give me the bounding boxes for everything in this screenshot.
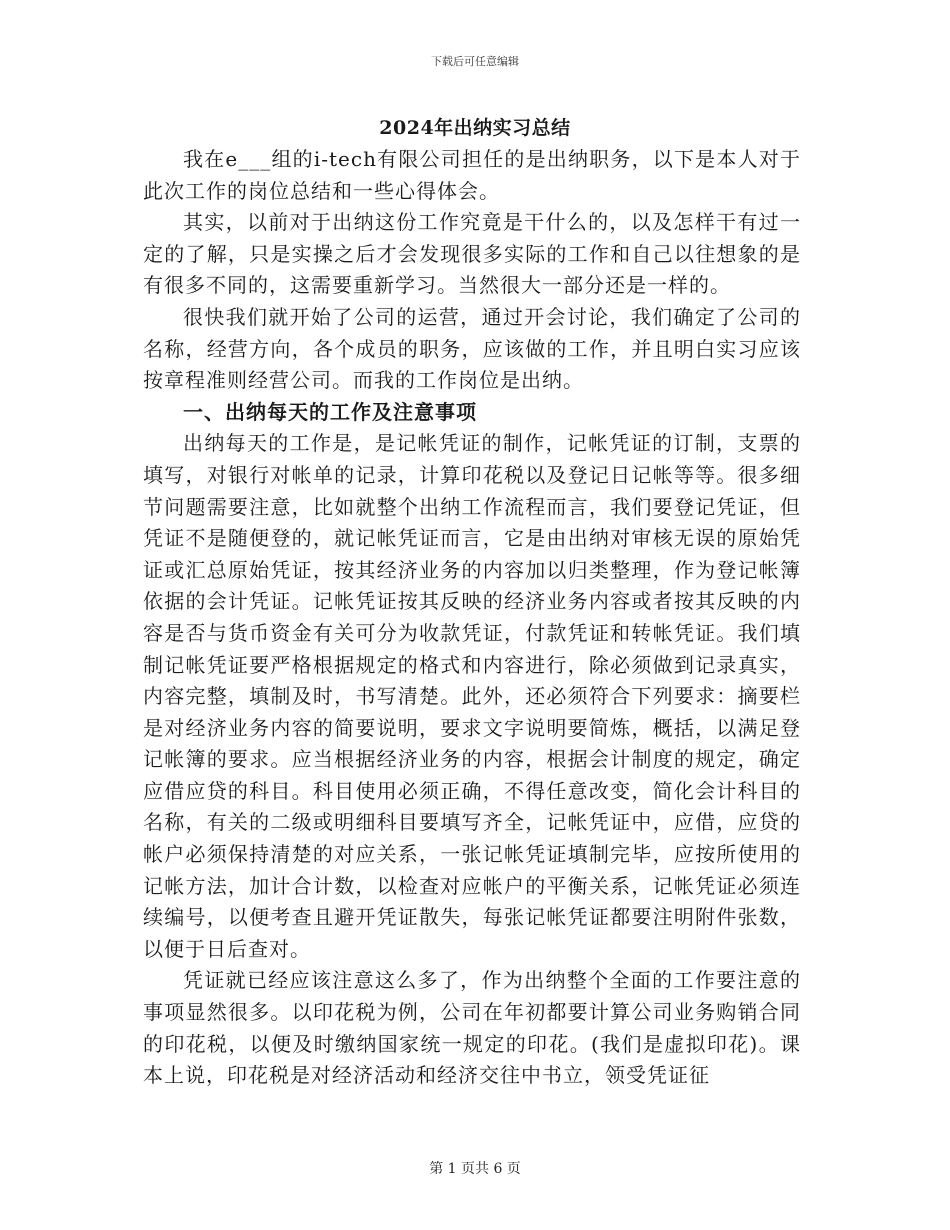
- section-heading: 一、出纳每天的工作及注意事项: [183, 399, 477, 424]
- paragraph: 出纳每天的工作是，是记帐凭证的制作，记帐凭证的订制，支票的填写，对银行对帐单的记录，计算印花税以及登记日记帐等等。很多细节问题需要注意，比如就整个出纳工作流程而言，我们要登记凭证，但凭证不是随便登的，就记帐凭证而言，它是由出纳对审核无误的原始凭证或汇总原始凭证，按其经济业务的内容加以归类整理，作为登记帐簿依据的会计凭证。记帐凭证按其反映的经济业务内容或者按其反映的内容是否与货币资金有关可分为收款凭证，付款凭证和转帐凭证。我们填制记帐凭证要严格根据规定的格式和内容进行，除必须做到记录真实，内容完整，填制及时，书写清楚。此外，还必须符合下列要求：摘要栏是对经济业务内容的简要说明，要求文字说明要简炼，概括，以满足登记帐簿的要求。应当根据经济业务的内容，根据会计制度的规定，确定应借应贷的科目。科目使用必须正确，不得任意改变，简化会计科目的名称，有关的二级或明细科目要填写齐全，记帐凭证中，应借，应贷的帐户必须保持清楚的对应关系，一张记帐凭证填制完毕，应按所使用的记帐方法，加计合计数，以检查对应帐户的平衡关系，记帐凭证必须连续编号，以便考查且避开凭证散失，每张记帐凭证都要注明附件张数，以便于日后查对。: [143, 431, 801, 961]
- header-note: 下载后可任意编辑: [431, 55, 519, 68]
- document-title: 2024年出纳实习总结: [379, 117, 571, 139]
- document-body: [143, 144, 801, 1092]
- paragraph: 我在e___组的i-tech有限公司担任的是出纳职务，以下是本人对于此次工作的岗位总结和一些心得体会。: [143, 147, 801, 203]
- page-footer: 第 1 页共 6 页: [429, 1161, 521, 1177]
- paragraph: 其实，以前对于出纳这份工作究竟是干什么的，以及怎样干有过一定的了解，只是实操之后才会发现很多实际的工作和自己以往想象的是有很多不同的，这需要重新学习。当然很大一部分还是一样的。: [143, 210, 801, 298]
- paragraph: 凭证就已经应该注意这么多了，作为出纳整个全面的工作要注意的事项显然很多。以印花税为例，公司在年初都要计算公司业务购销合同的印花税，以便及时缴纳国家统一规定的印花。(我们是虚拟印花)。课本上说，印花税是对经济活动和经济交往中书立，领受凭证征: [143, 968, 801, 1088]
- paragraph: 很快我们就开始了公司的运营，通过开会讨论，我们确定了公司的名称，经营方向，各个成员的职务，应该做的工作，并且明白实习应该按章程准则经营公司。而我的工作岗位是出纳。: [143, 304, 801, 393]
